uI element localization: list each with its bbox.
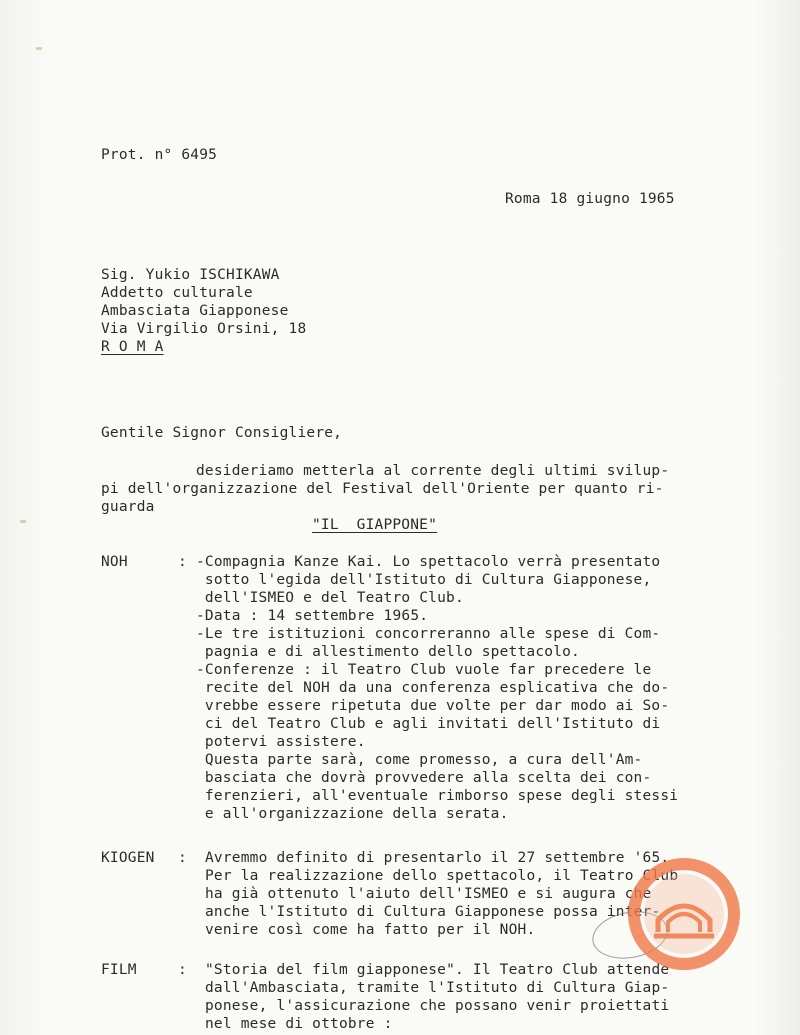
noh-label: NOH xyxy=(101,554,128,570)
recipient-name: Sig. Yukio ISCHIKAWA xyxy=(101,267,280,283)
archive-watermark-logo xyxy=(628,858,740,970)
film-line: nel mese di ottobre : xyxy=(205,1016,393,1032)
intro-line: pi dell'organizzazione del Festival dell'Oriente per quanto ri- xyxy=(101,481,664,497)
film-colon: : xyxy=(178,962,187,978)
intro-line: guarda xyxy=(101,499,155,515)
kiogen-line: Per la realizzazione dello spettacolo, il Teatro Club xyxy=(205,868,679,884)
noh-line: dell'ISMEO e del Teatro Club. xyxy=(196,590,464,606)
protocol-number: Prot. n° 6495 xyxy=(101,147,218,163)
intro-line: desideriamo metterla al corrente degli ultimi svilup- xyxy=(196,463,670,479)
noh-line: ferenzieri, all'eventuale rimborso spese degli stessi xyxy=(196,788,679,804)
recipient-organization: Ambasciata Giapponese xyxy=(101,303,289,319)
film-line: "Storia del film giapponese". Il Teatro Club attende xyxy=(205,962,670,978)
film-label: FILM xyxy=(101,962,137,978)
noh-line: -Data : 14 settembre 1965. xyxy=(196,608,429,624)
kiogen-label: KIOGEN xyxy=(101,850,155,866)
noh-line: e all'organizzazione della serata. xyxy=(196,806,509,822)
kiogen-colon: : xyxy=(178,850,187,866)
film-line: dall'Ambasciata, tramite l'Istituto di Cultura Giap- xyxy=(205,980,670,996)
archive-logo-icon xyxy=(628,858,740,970)
kiogen-line: Avremmo definito di presentarlo il 27 settembre '65. xyxy=(205,850,670,866)
noh-line: -Le tre istituzioni concorreranno alle spese di Com- xyxy=(196,626,661,642)
recipient-city: R O M A xyxy=(101,339,164,355)
kiogen-line: venire così come ha fatto per il NOH. xyxy=(205,922,536,938)
place-date: Roma 18 giugno 1965 xyxy=(505,191,675,207)
noh-line: -Compagnia Kanze Kai. Lo spettacolo verrà presentato xyxy=(196,554,661,570)
noh-line: Questa parte sarà, come promesso, a cura dell'Am- xyxy=(196,752,643,768)
noh-line: -Conferenze : il Teatro Club vuole far precedere le xyxy=(196,662,652,678)
paper-speck-left xyxy=(20,520,26,523)
noh-line: ci del Teatro Club e agli invitati dell'Istituto di xyxy=(196,716,661,732)
recipient-role: Addetto culturale xyxy=(101,285,253,301)
noh-line: potervi assistere. xyxy=(196,734,366,750)
noh-line: basciata che dovrà provvedere alla scelta dei con- xyxy=(196,770,652,786)
kiogen-line: ha già ottenuto l'aiuto dell'ISMEO e si augura che xyxy=(205,886,652,902)
noh-line: sotto l'egida dell'Istituto di Cultura Giapponese, xyxy=(196,572,652,588)
kiogen-line: anche l'Istituto di Cultura Giapponese possa inter- xyxy=(205,904,661,920)
paper-speck-top xyxy=(36,47,42,50)
film-line: ponese, l'assicurazione che possano venir proiettati xyxy=(205,998,670,1014)
noh-line: recite del NOH da una conferenza esplicativa che do- xyxy=(196,680,670,696)
recipient-street: Via Virgilio Orsini, 18 xyxy=(101,321,307,337)
section-title: "IL GIAPPONE" xyxy=(312,517,438,533)
salutation: Gentile Signor Consigliere, xyxy=(101,425,343,441)
noh-colon: : xyxy=(178,554,187,570)
noh-line: pagnia e di allestimento dello spettacolo. xyxy=(196,644,580,660)
noh-line: vrebbe essere ripetuta due volte per dar modo ai So- xyxy=(196,698,670,714)
